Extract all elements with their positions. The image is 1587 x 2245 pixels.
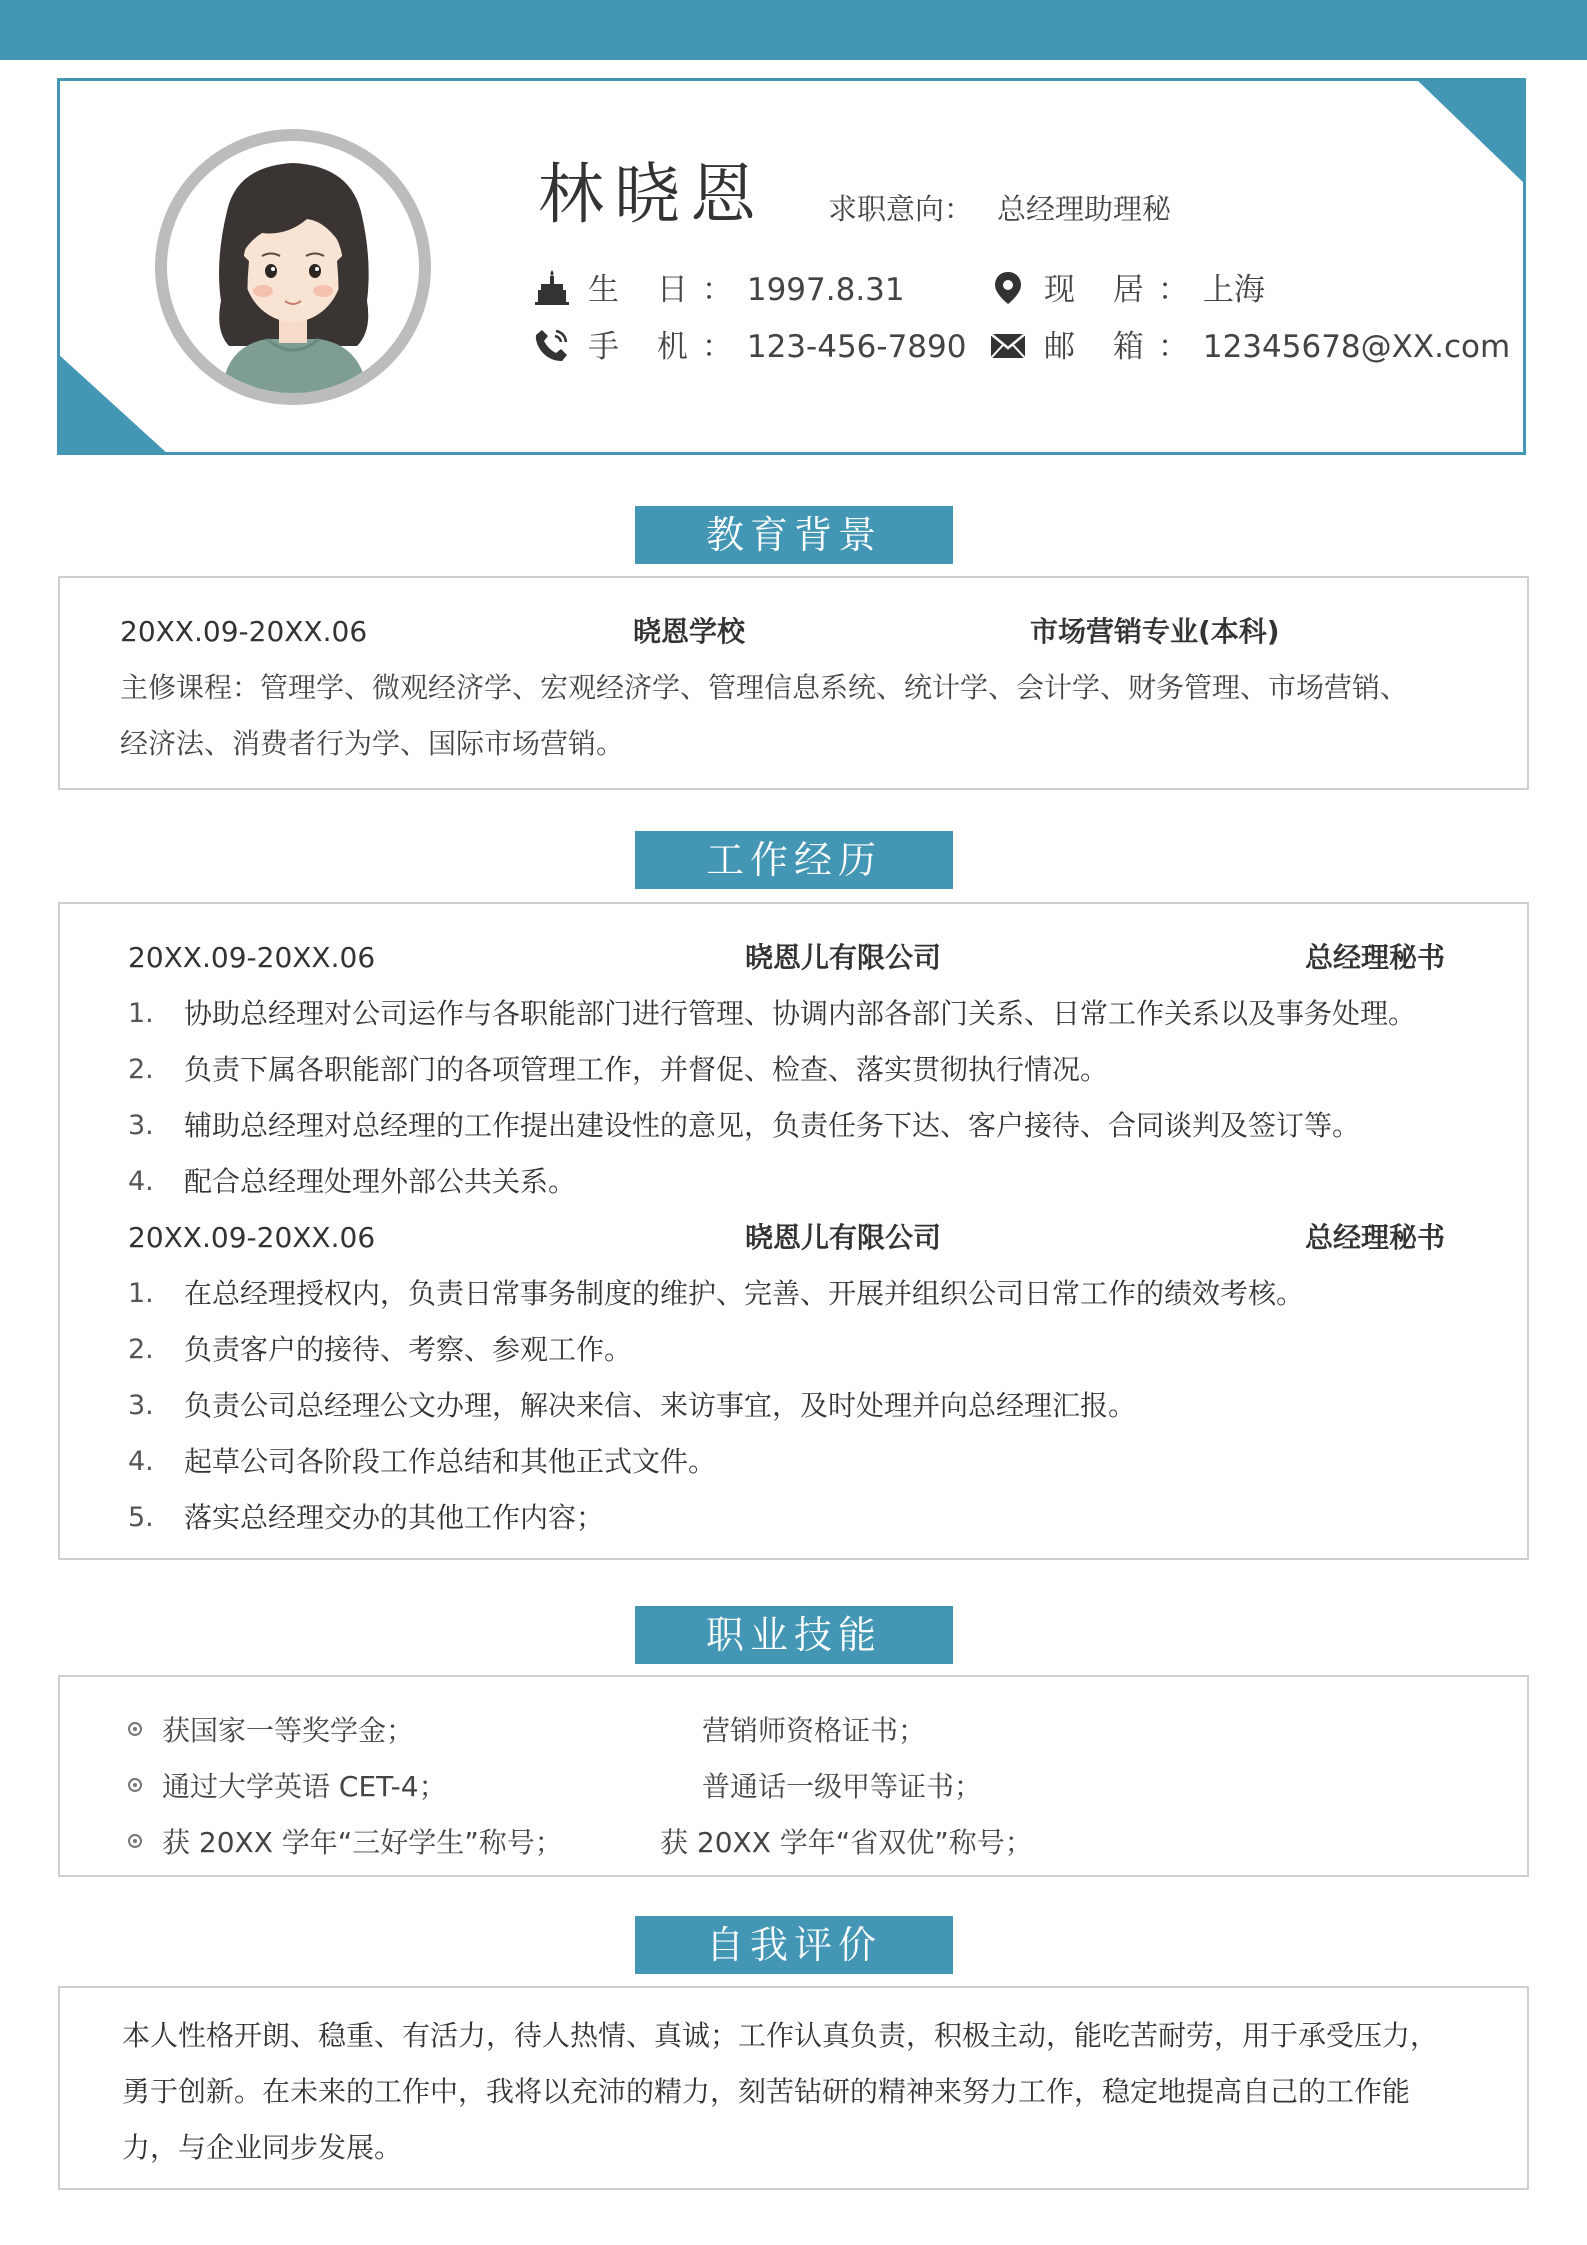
job-position: 总经理秘书 xyxy=(1305,941,1446,974)
skill-text: 通过大学英语 CET-4； xyxy=(162,1770,447,1803)
duty-number: 1. xyxy=(128,1278,154,1309)
duty-text: 配合总经理处理外部公共关系。 xyxy=(184,1165,577,1198)
education-courses-line1: 主修课程：管理学、微观经济学、宏观经济学、管理信息系统、统计学、会计学、财务管理、市场营销、 xyxy=(120,671,1409,704)
duty-number: 1. xyxy=(128,998,154,1029)
skill-text: 获国家一等奖学金； xyxy=(162,1714,415,1747)
duty-text: 负责客户的接待、考察、参观工作。 xyxy=(184,1333,633,1366)
job-intent xyxy=(828,189,1171,229)
skills-section xyxy=(58,1675,1529,1877)
skill-item xyxy=(128,1711,414,1751)
duty-text: 在总经理授权内，负责日常事务制度的维护、完善、开展并组织公司日常工作的绩效考核。 xyxy=(184,1277,1305,1310)
duty-text: 负责下属各职能部门的各项管理工作，并督促、检查、落实贯彻执行情况。 xyxy=(184,1053,1109,1086)
duty-number: 4. xyxy=(128,1446,154,1477)
skill-item xyxy=(128,1767,447,1807)
duty-number: 3. xyxy=(128,1390,154,1421)
self-eval-line: 本人性格开朗、稳重、有活力，待人热情、真诚；工作认真负责，积极主动，能吃苦耐劳，用于承受压力， xyxy=(122,2019,1439,2052)
email-value: 12345678@XX.com xyxy=(1202,329,1511,365)
job-position: 总经理秘书 xyxy=(1305,1221,1446,1254)
cake-icon xyxy=(534,270,570,306)
birthday-info xyxy=(534,268,905,312)
top-accent-bar xyxy=(0,0,1587,60)
envelope-icon xyxy=(990,327,1026,363)
self-eval-section-title: 自我评价 xyxy=(635,1916,953,1974)
work-section xyxy=(58,902,1529,1560)
skills-section-title: 职业技能 xyxy=(635,1606,953,1664)
self-eval-line: 勇于创新。在未来的工作中，我将以充沛的精力，刻苦钻研的精神来努力工作，稳定地提高自己的工作能 xyxy=(122,2075,1411,2108)
self-eval-line: 力，与企业同步发展。 xyxy=(122,2131,403,2164)
residence-label: 现 居： xyxy=(1044,272,1203,308)
education-courses-line2: 经济法、消费者行为学、国际市场营销。 xyxy=(120,727,625,760)
residence-value: 上海 xyxy=(1202,272,1265,308)
corner-decoration-bottom-left xyxy=(57,353,169,455)
duty-number: 3. xyxy=(128,1110,154,1141)
candidate-name: 林晓恩 xyxy=(538,156,766,233)
avatar xyxy=(155,129,431,405)
job-company: 晓恩儿有限公司 xyxy=(745,1221,942,1254)
phone-info xyxy=(534,325,966,369)
email-info xyxy=(990,325,1510,369)
duty-number: 4. xyxy=(128,1166,154,1197)
duty-text: 协助总经理对公司运作与各职能部门进行管理、协调内部各部门关系、日常工作关系以及事务处理。 xyxy=(184,997,1417,1030)
job-intent-value: 总经理助理秘 xyxy=(997,192,1172,226)
bullet-icon xyxy=(128,1722,142,1736)
education-section xyxy=(58,576,1529,790)
bullet-icon xyxy=(128,1834,142,1848)
duty-number: 2. xyxy=(128,1054,154,1085)
phone-label: 手 机： xyxy=(588,329,747,365)
birthday-value: 1997.8.31 xyxy=(746,272,905,308)
self-eval-section xyxy=(58,1986,1529,2190)
education-school: 晓恩学校 xyxy=(633,615,746,648)
education-period: 20XX.09-20XX.06 xyxy=(120,615,368,648)
skill-item: 普通话一级甲等证书； xyxy=(702,1770,983,1803)
education-section-title: 教育背景 xyxy=(635,506,953,564)
duty-text: 起草公司各阶段工作总结和其他正式文件。 xyxy=(184,1445,717,1478)
education-major: 市场营销专业(本科) xyxy=(1030,615,1280,648)
skill-item xyxy=(128,1823,563,1863)
phone-value: 123-456-7890 xyxy=(746,329,967,365)
job-company: 晓恩儿有限公司 xyxy=(745,941,942,974)
work-section-title: 工作经历 xyxy=(635,831,953,889)
duty-text: 落实总经理交办的其他工作内容； xyxy=(184,1501,605,1534)
corner-decoration-top-right xyxy=(1415,78,1526,185)
job-period: 20XX.09-20XX.06 xyxy=(128,941,376,974)
duty-text: 负责公司总经理公文办理，解决来信、来访事宜，及时处理并向总经理汇报。 xyxy=(184,1389,1137,1422)
skill-text: 获 20XX 学年“三好学生”称号； xyxy=(162,1826,563,1859)
birthday-label: 生 日： xyxy=(588,272,747,308)
email-label: 邮 箱： xyxy=(1044,329,1203,365)
job-intent-label: 求职意向： xyxy=(828,192,974,226)
duty-number: 5. xyxy=(128,1502,154,1533)
bullet-icon xyxy=(128,1778,142,1792)
phone-icon xyxy=(534,327,570,363)
profile-header-card xyxy=(57,78,1526,455)
skill-item: 获 20XX 学年“省双优”称号； xyxy=(660,1826,1033,1859)
location-pin-icon xyxy=(990,270,1026,306)
duty-text: 辅助总经理对总经理的工作提出建设性的意见，负责任务下达、客户接待、合同谈判及签订等。 xyxy=(184,1109,1361,1142)
duty-number: 2. xyxy=(128,1334,154,1365)
job-period: 20XX.09-20XX.06 xyxy=(128,1221,376,1254)
skill-item: 营销师资格证书； xyxy=(702,1714,927,1747)
residence-info xyxy=(990,268,1265,312)
